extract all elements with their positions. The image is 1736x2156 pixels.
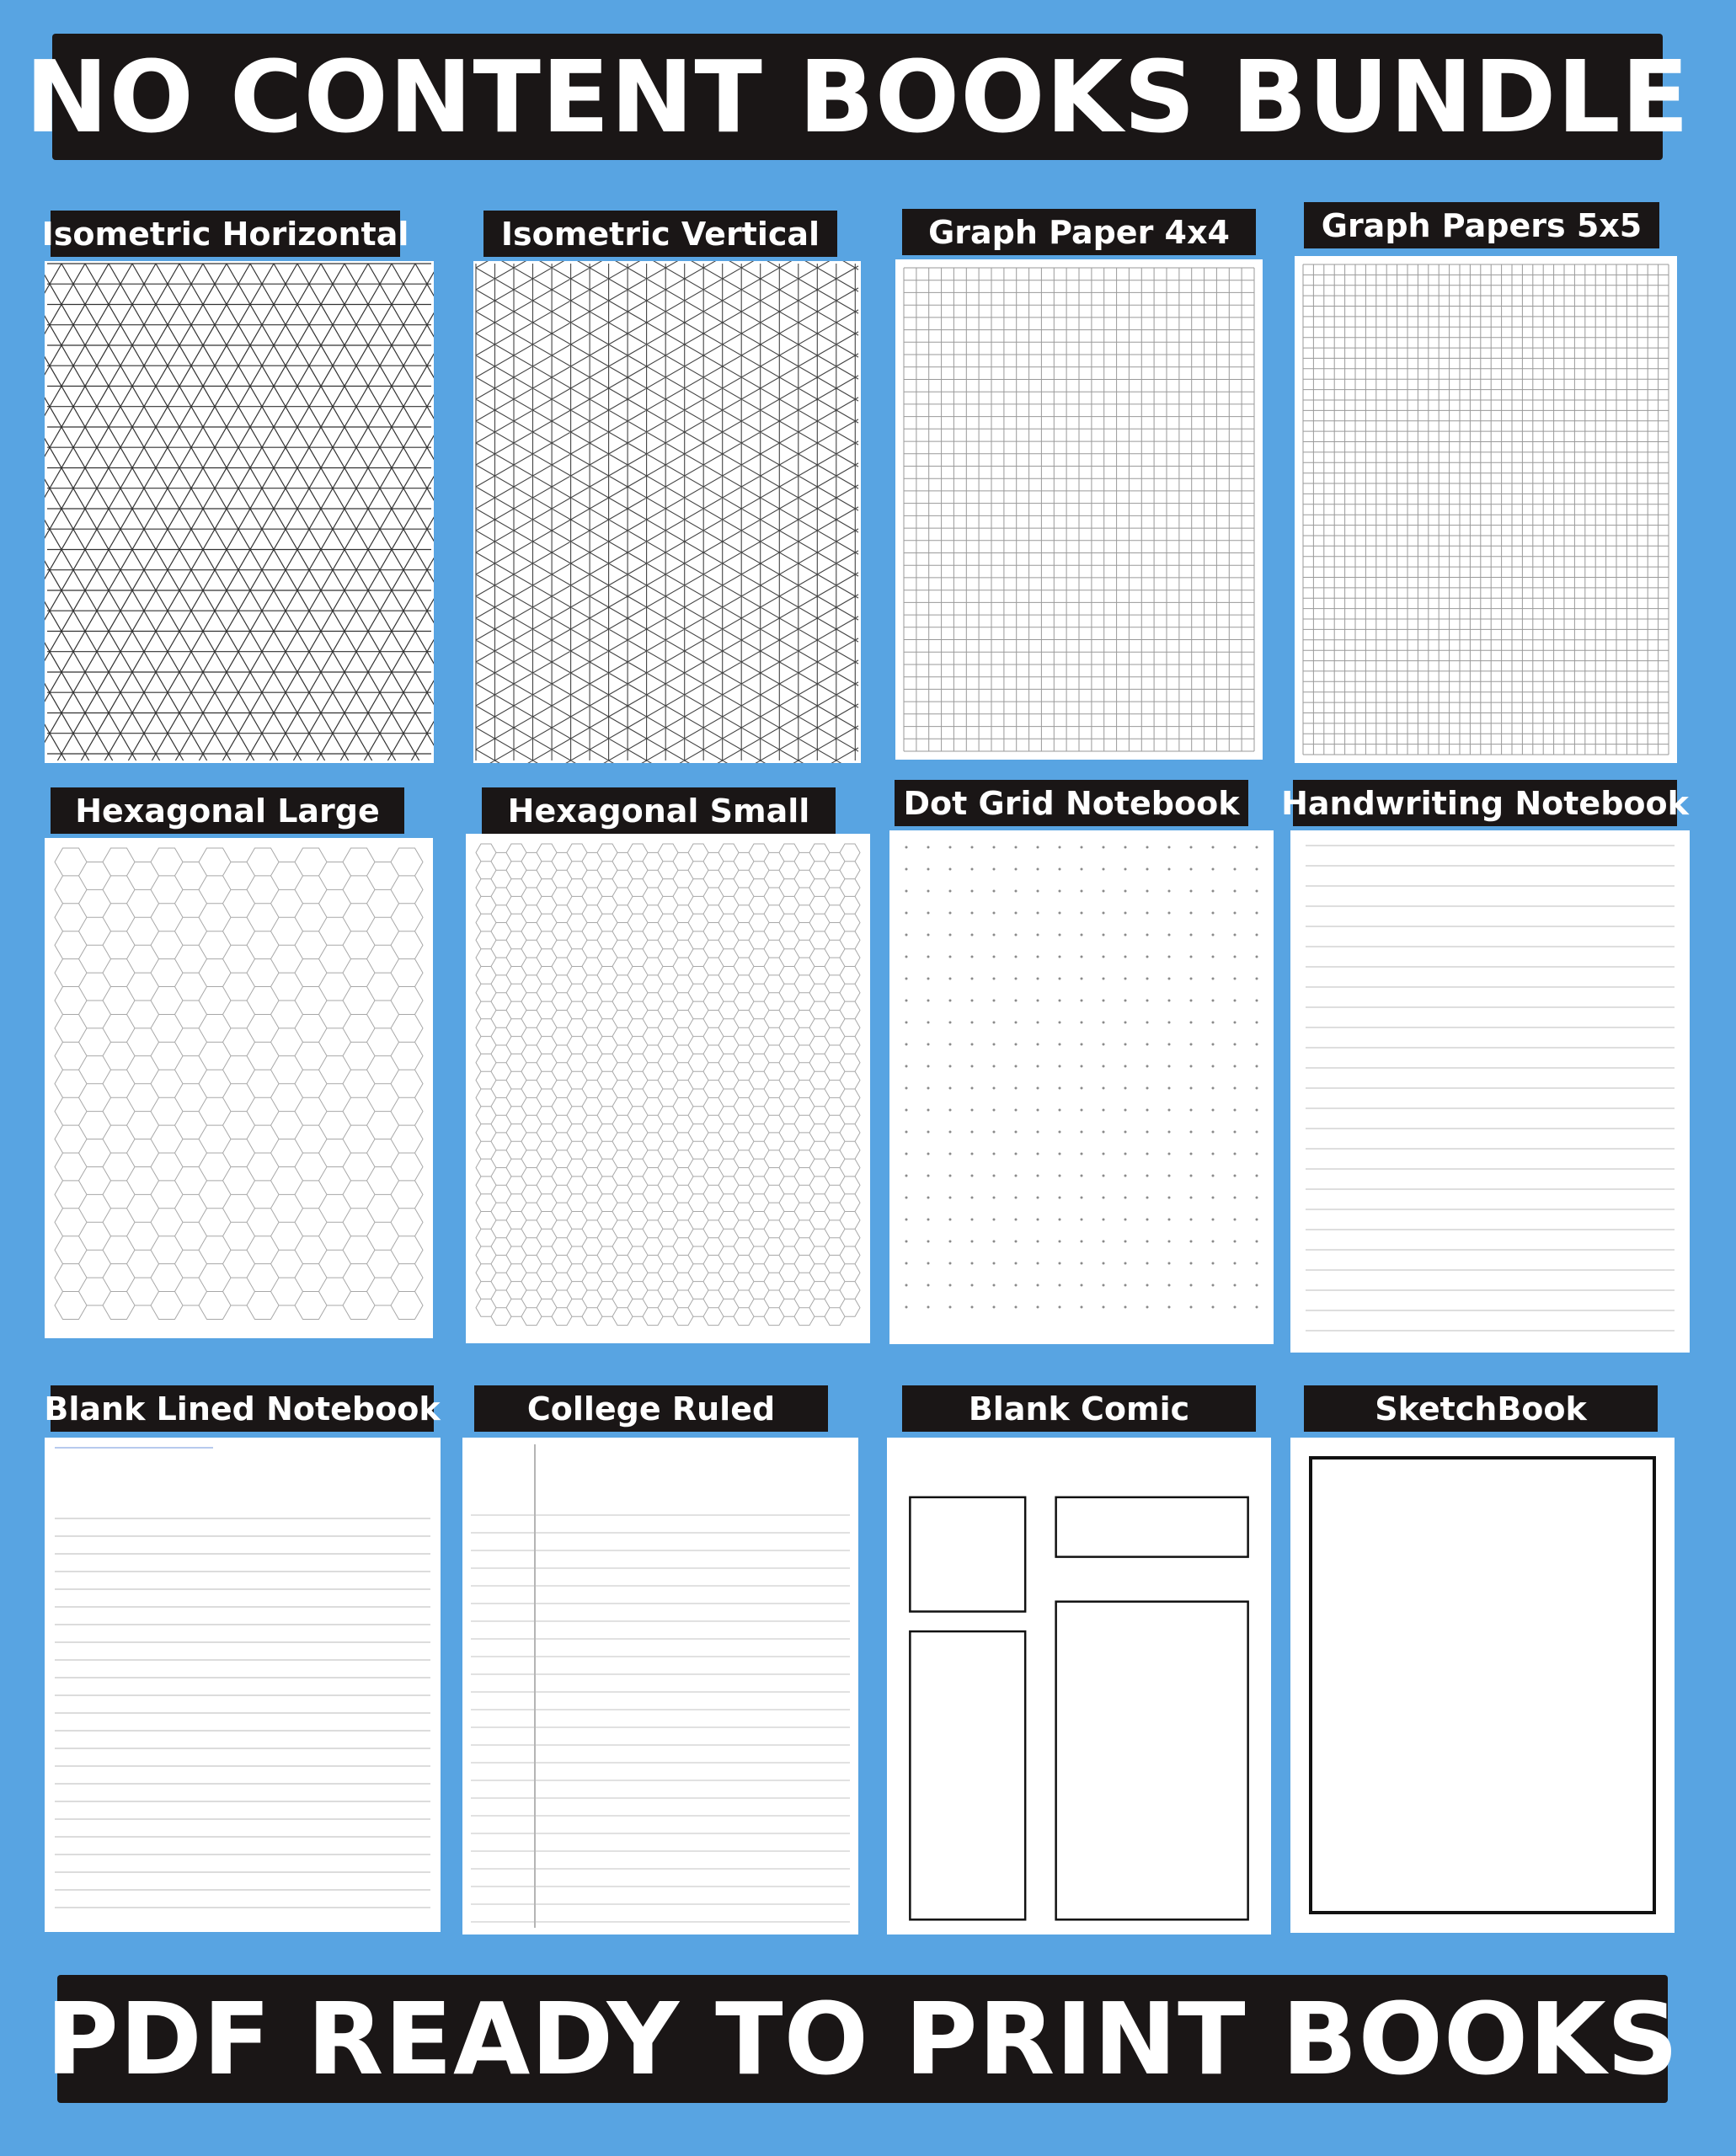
page-hexagonal-large	[45, 838, 433, 1338]
label-isometric-horizontal: Isometric Horizontal	[51, 211, 400, 257]
label-isometric-vertical: Isometric Vertical	[483, 211, 837, 257]
page-pattern	[473, 261, 861, 763]
page-blank-lined	[45, 1438, 441, 1932]
page-college-ruled	[462, 1438, 858, 1935]
page-dot-grid	[889, 830, 1274, 1344]
page-pattern	[45, 1438, 441, 1932]
page-pattern	[1290, 830, 1690, 1353]
page-pattern	[889, 830, 1274, 1344]
page-pattern	[1290, 1438, 1675, 1933]
page-graph-4x4	[895, 259, 1263, 760]
label-sketchbook: SketchBook	[1304, 1385, 1658, 1432]
label-dot-grid: Dot Grid Notebook	[895, 780, 1248, 826]
page-pattern	[895, 259, 1263, 760]
page-pattern	[45, 261, 434, 763]
label-graph-4x4: Graph Paper 4x4	[902, 209, 1256, 255]
page-pattern	[1295, 256, 1677, 763]
page-blank-comic	[887, 1438, 1271, 1935]
page-sketchbook	[1290, 1438, 1675, 1933]
label-hexagonal-small: Hexagonal Small	[482, 787, 836, 834]
page-pattern	[45, 838, 433, 1338]
page-pattern	[462, 1438, 858, 1935]
page-handwriting	[1290, 830, 1690, 1353]
label-handwriting: Handwriting Notebook	[1293, 780, 1677, 826]
label-blank-lined: Blank Lined Notebook	[51, 1385, 434, 1432]
label-blank-comic: Blank Comic	[902, 1385, 1256, 1432]
page-graph-5x5	[1295, 256, 1677, 763]
label-graph-5x5: Graph Papers 5x5	[1304, 202, 1659, 248]
top-banner-title: NO CONTENT BOOKS BUNDLE	[52, 34, 1663, 160]
page-pattern	[466, 834, 870, 1343]
label-hexagonal-large: Hexagonal Large	[51, 787, 404, 834]
label-college-ruled: College Ruled	[474, 1385, 828, 1432]
page-pattern	[887, 1438, 1271, 1935]
bottom-banner-title: PDF READY TO PRINT BOOKS	[57, 1975, 1668, 2103]
page-isometric-horizontal	[45, 261, 434, 763]
page-isometric-vertical	[473, 261, 861, 763]
page-hexagonal-small	[466, 834, 870, 1343]
